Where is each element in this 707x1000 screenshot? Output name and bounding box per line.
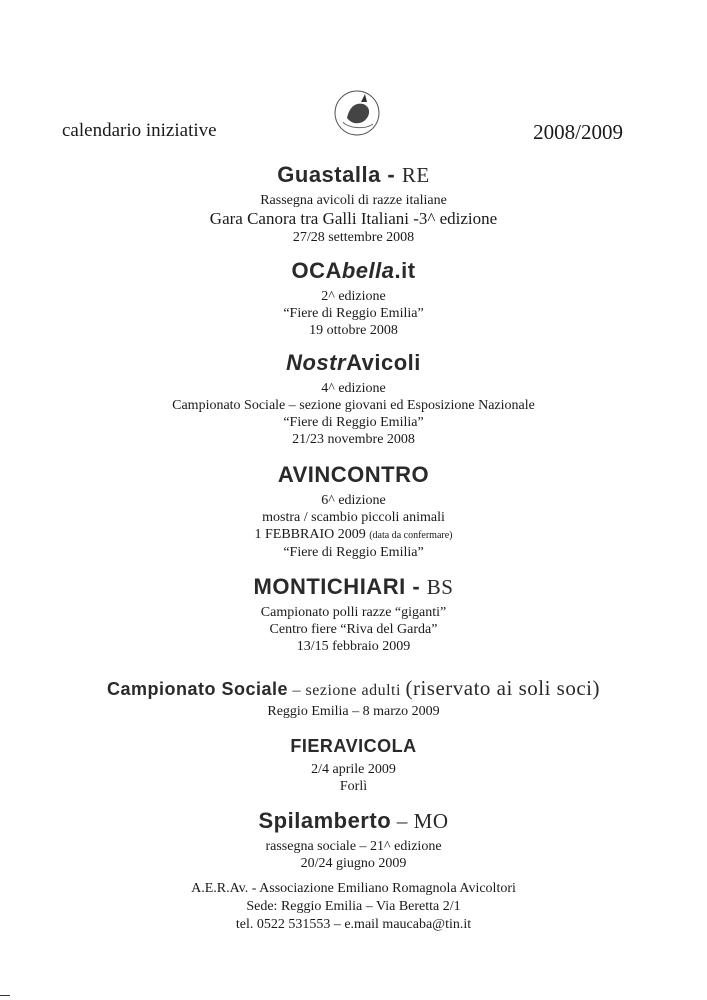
event-description: Campionato Sociale – sezione giovani ed Esposizione Nazionale [172,398,535,413]
event-edition: 2^ edizione [321,289,386,304]
event-date: Reggio Emilia – 8 marzo 2009 [267,704,440,719]
event-subtitle: Gara Canora tra Galli Italiani -3^ edizione [209,209,498,228]
scan-mark [0,995,10,996]
event-title: AVINCONTRO [277,462,430,487]
event-edition: 4^ edizione [321,381,386,396]
event-guastalla [0,162,707,246]
event-date: 19 ottobre 2008 [309,323,398,338]
event-title: Guastalla - RE [277,162,430,187]
association-logo [325,80,390,140]
event-ocabella [0,258,707,339]
event-venue: “Fiere di Reggio Emilia” [283,415,424,430]
association-contacts [0,880,707,934]
event-spilamberto [0,808,707,872]
date-note: (data da confermare) [369,530,453,541]
event-description: mostra / scambio piccoli animali [262,510,445,525]
event-title: FIERAVICOLA [290,736,417,756]
event-edition: 6^ edizione [321,493,386,508]
event-date: 27/28 settembre 2008 [292,230,415,245]
event-edition: rassegna sociale – 21^ edizione [265,839,442,854]
event-date: 13/15 febbraio 2009 [296,639,411,654]
association-phone-email: tel. 0522 531553 – e.mail maucaba@tin.it [235,917,472,932]
event-venue: Forlì [339,779,368,794]
event-venue: “Fiere di Reggio Emilia” [283,306,424,321]
event-date: 1 FEBBRAIO 2009 (data da confermare) [254,527,453,542]
event-campionato-sociale [0,676,707,720]
event-montichiari [0,574,707,655]
event-date: 21/23 novembre 2008 [292,432,415,447]
season-heading: 2008/2009 [533,120,623,144]
event-title: OCAbella.it [291,258,416,283]
event-fieravicola [0,736,707,795]
association-address: Sede: Reggio Emilia – Via Beretta 2/1 [246,899,461,914]
event-date: 2/4 aprile 2009 [311,762,396,777]
title-note: riservato ai soli soci [412,676,593,700]
event-date: 20/24 giugno 2009 [300,856,407,871]
event-venue: “Fiere di Reggio Emilia” [283,545,424,560]
event-description: Rassegna avicoli di razze italiane [260,193,447,208]
event-title: MONTICHIARI - BS [253,574,454,599]
event-avincontro [0,462,707,561]
event-title: NostrAvicoli [286,350,421,375]
association-name: A.E.R.Av. - Associazione Emiliano Romagnola Avicoltori [191,881,516,896]
event-title: Campionato Sociale – sezione adulti (riservato ai soli soci) [106,676,600,700]
event-description: Campionato polli razze “giganti” [260,605,447,620]
event-venue: Centro fiere “Riva del Garda” [269,622,438,637]
event-title: Spilamberto – MO [258,808,449,833]
calendar-heading: calendario iniziative [62,120,217,141]
event-nostravicoli [0,350,707,448]
